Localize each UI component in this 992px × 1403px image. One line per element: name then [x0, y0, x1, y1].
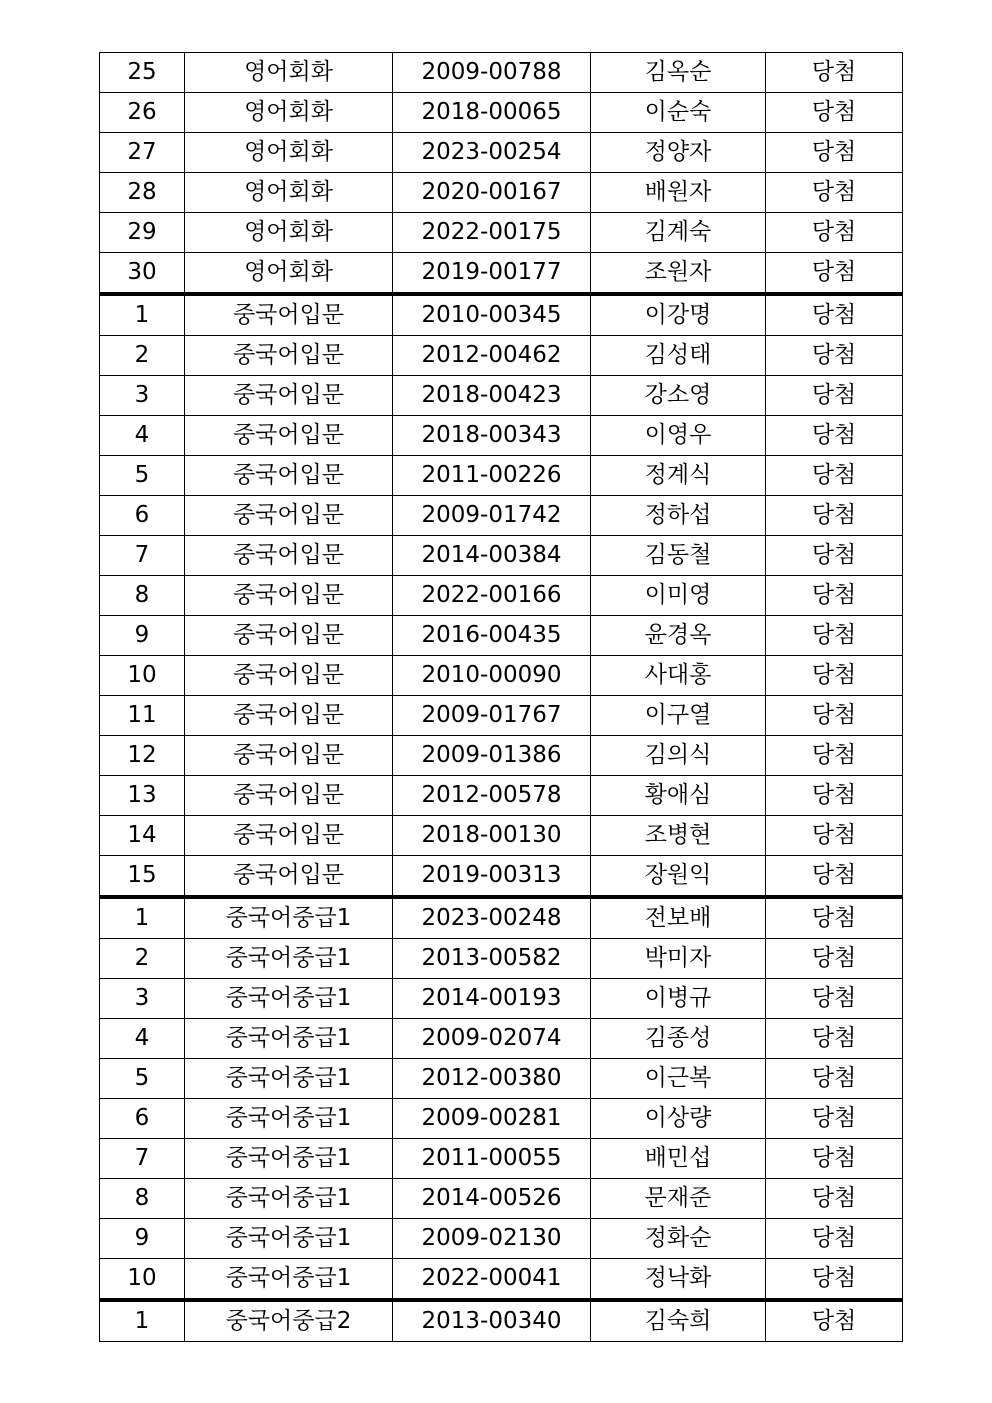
table-row — [100, 213, 903, 253]
applicant-name-cell: 이순숙 — [591, 93, 766, 133]
course-name-cell: 중국어중급1 — [185, 1139, 393, 1179]
course-name-cell: 중국어입문 — [185, 856, 393, 898]
row-number-cell: 29 — [100, 213, 185, 253]
row-number-cell: 14 — [100, 816, 185, 856]
result-status-cell: 당첨 — [766, 856, 903, 898]
table-row — [100, 856, 903, 898]
result-status-cell: 당첨 — [766, 776, 903, 816]
course-name-cell: 중국어입문 — [185, 656, 393, 696]
applicant-name-cell: 이영우 — [591, 416, 766, 456]
row-number-cell: 4 — [100, 416, 185, 456]
table-row — [100, 979, 903, 1019]
row-number-cell: 26 — [100, 93, 185, 133]
applicant-name-cell: 조원자 — [591, 253, 766, 295]
row-number-cell: 1 — [100, 1300, 185, 1342]
course-name-cell: 중국어중급1 — [185, 1259, 393, 1301]
result-status-cell: 당첨 — [766, 53, 903, 93]
course-name-cell: 중국어입문 — [185, 416, 393, 456]
row-number-cell: 1 — [100, 897, 185, 939]
result-status-cell: 당첨 — [766, 816, 903, 856]
table-row — [100, 93, 903, 133]
row-number-cell: 8 — [100, 1179, 185, 1219]
applicant-name-cell: 김옥순 — [591, 53, 766, 93]
applicant-name-cell: 이근복 — [591, 1059, 766, 1099]
row-number-cell: 12 — [100, 736, 185, 776]
result-status-cell: 당첨 — [766, 1019, 903, 1059]
row-number-cell: 6 — [100, 1099, 185, 1139]
result-status-cell: 당첨 — [766, 1059, 903, 1099]
row-number-cell: 6 — [100, 496, 185, 536]
applicant-name-cell: 김의식 — [591, 736, 766, 776]
table-row — [100, 696, 903, 736]
member-id-cell: 2009-01742 — [393, 496, 591, 536]
course-name-cell: 중국어입문 — [185, 616, 393, 656]
result-status-cell: 당첨 — [766, 1300, 903, 1342]
row-number-cell: 7 — [100, 536, 185, 576]
result-status-cell: 당첨 — [766, 1139, 903, 1179]
member-id-cell: 2014-00193 — [393, 979, 591, 1019]
course-name-cell: 중국어중급2 — [185, 1300, 393, 1342]
row-number-cell: 27 — [100, 133, 185, 173]
course-name-cell: 중국어중급1 — [185, 1059, 393, 1099]
course-name-cell: 중국어입문 — [185, 294, 393, 336]
member-id-cell: 2014-00526 — [393, 1179, 591, 1219]
course-name-cell: 영어회화 — [185, 253, 393, 295]
row-number-cell: 11 — [100, 696, 185, 736]
course-name-cell: 중국어입문 — [185, 336, 393, 376]
applicant-name-cell: 전보배 — [591, 897, 766, 939]
table-row — [100, 616, 903, 656]
table-row — [100, 336, 903, 376]
applicant-name-cell: 배원자 — [591, 173, 766, 213]
member-id-cell: 2013-00582 — [393, 939, 591, 979]
row-number-cell: 13 — [100, 776, 185, 816]
result-status-cell: 당첨 — [766, 376, 903, 416]
result-status-cell: 당첨 — [766, 456, 903, 496]
result-status-cell: 당첨 — [766, 979, 903, 1019]
table-row — [100, 173, 903, 213]
applicant-name-cell: 김종성 — [591, 1019, 766, 1059]
row-number-cell: 30 — [100, 253, 185, 295]
result-status-cell: 당첨 — [766, 1259, 903, 1301]
row-number-cell: 8 — [100, 576, 185, 616]
result-status-cell: 당첨 — [766, 696, 903, 736]
table-row — [100, 897, 903, 939]
course-name-cell: 중국어입문 — [185, 496, 393, 536]
result-status-cell: 당첨 — [766, 93, 903, 133]
table-row — [100, 939, 903, 979]
table-row — [100, 736, 903, 776]
applicant-name-cell: 배민섭 — [591, 1139, 766, 1179]
table-row — [100, 1139, 903, 1179]
table-row — [100, 1259, 903, 1301]
row-number-cell: 1 — [100, 294, 185, 336]
table-row — [100, 1099, 903, 1139]
member-id-cell: 2022-00175 — [393, 213, 591, 253]
table-row — [100, 1019, 903, 1059]
result-status-cell: 당첨 — [766, 496, 903, 536]
member-id-cell: 2009-02074 — [393, 1019, 591, 1059]
result-table-body — [100, 53, 903, 1342]
applicant-name-cell: 정낙화 — [591, 1259, 766, 1301]
applicant-name-cell: 장원익 — [591, 856, 766, 898]
result-status-cell: 당첨 — [766, 536, 903, 576]
member-id-cell: 2018-00065 — [393, 93, 591, 133]
row-number-cell: 10 — [100, 656, 185, 696]
course-name-cell: 중국어입문 — [185, 576, 393, 616]
member-id-cell: 2011-00055 — [393, 1139, 591, 1179]
course-name-cell: 영어회화 — [185, 213, 393, 253]
course-name-cell: 중국어입문 — [185, 456, 393, 496]
member-id-cell: 2009-02130 — [393, 1219, 591, 1259]
course-name-cell: 중국어중급1 — [185, 1019, 393, 1059]
table-row — [100, 656, 903, 696]
table-row — [100, 416, 903, 456]
member-id-cell: 2020-00167 — [393, 173, 591, 213]
member-id-cell: 2011-00226 — [393, 456, 591, 496]
member-id-cell: 2009-01386 — [393, 736, 591, 776]
course-name-cell: 영어회화 — [185, 53, 393, 93]
member-id-cell: 2018-00423 — [393, 376, 591, 416]
course-name-cell: 영어회화 — [185, 173, 393, 213]
applicant-name-cell: 정계식 — [591, 456, 766, 496]
applicant-name-cell: 정양자 — [591, 133, 766, 173]
course-name-cell: 영어회화 — [185, 133, 393, 173]
result-status-cell: 당첨 — [766, 576, 903, 616]
member-id-cell: 2010-00090 — [393, 656, 591, 696]
member-id-cell: 2010-00345 — [393, 294, 591, 336]
applicant-name-cell: 정화순 — [591, 1219, 766, 1259]
row-number-cell: 3 — [100, 376, 185, 416]
applicant-name-cell: 조병현 — [591, 816, 766, 856]
member-id-cell: 2016-00435 — [393, 616, 591, 656]
row-number-cell: 15 — [100, 856, 185, 898]
result-status-cell: 당첨 — [766, 1099, 903, 1139]
member-id-cell: 2018-00343 — [393, 416, 591, 456]
row-number-cell: 28 — [100, 173, 185, 213]
row-number-cell: 10 — [100, 1259, 185, 1301]
course-name-cell: 중국어중급1 — [185, 1219, 393, 1259]
member-id-cell: 2023-00254 — [393, 133, 591, 173]
table-row — [100, 1179, 903, 1219]
row-number-cell: 9 — [100, 1219, 185, 1259]
member-id-cell: 2009-00281 — [393, 1099, 591, 1139]
row-number-cell: 4 — [100, 1019, 185, 1059]
applicant-name-cell: 문재준 — [591, 1179, 766, 1219]
course-name-cell: 중국어중급1 — [185, 1179, 393, 1219]
result-status-cell: 당첨 — [766, 336, 903, 376]
result-status-cell: 당첨 — [766, 1219, 903, 1259]
applicant-name-cell: 이상량 — [591, 1099, 766, 1139]
applicant-name-cell: 강소영 — [591, 376, 766, 416]
applicant-name-cell: 김동철 — [591, 536, 766, 576]
row-number-cell: 2 — [100, 939, 185, 979]
result-status-cell: 당첨 — [766, 616, 903, 656]
applicant-name-cell: 박미자 — [591, 939, 766, 979]
member-id-cell: 2022-00041 — [393, 1259, 591, 1301]
result-status-cell: 당첨 — [766, 656, 903, 696]
table-row — [100, 576, 903, 616]
row-number-cell: 2 — [100, 336, 185, 376]
member-id-cell: 2009-00788 — [393, 53, 591, 93]
course-name-cell: 중국어중급1 — [185, 897, 393, 939]
applicant-name-cell: 정하섭 — [591, 496, 766, 536]
result-status-cell: 당첨 — [766, 939, 903, 979]
table-row — [100, 294, 903, 336]
member-id-cell: 2023-00248 — [393, 897, 591, 939]
applicant-name-cell: 이미영 — [591, 576, 766, 616]
table-row — [100, 376, 903, 416]
member-id-cell: 2012-00578 — [393, 776, 591, 816]
course-name-cell: 중국어중급1 — [185, 939, 393, 979]
course-name-cell: 중국어입문 — [185, 736, 393, 776]
applicant-name-cell: 김계숙 — [591, 213, 766, 253]
course-name-cell: 중국어중급1 — [185, 979, 393, 1019]
row-number-cell: 7 — [100, 1139, 185, 1179]
table-row — [100, 253, 903, 295]
table-row — [100, 816, 903, 856]
table-row — [100, 496, 903, 536]
course-name-cell: 중국어중급1 — [185, 1099, 393, 1139]
member-id-cell: 2012-00380 — [393, 1059, 591, 1099]
course-name-cell: 중국어입문 — [185, 696, 393, 736]
table-row — [100, 536, 903, 576]
table-row — [100, 1300, 903, 1342]
member-id-cell: 2022-00166 — [393, 576, 591, 616]
applicant-name-cell: 이구열 — [591, 696, 766, 736]
result-status-cell: 당첨 — [766, 213, 903, 253]
table-row — [100, 53, 903, 93]
member-id-cell: 2012-00462 — [393, 336, 591, 376]
applicant-name-cell: 황애심 — [591, 776, 766, 816]
result-status-cell: 당첨 — [766, 416, 903, 456]
course-name-cell: 중국어입문 — [185, 536, 393, 576]
result-status-cell: 당첨 — [766, 173, 903, 213]
applicant-name-cell: 사대홍 — [591, 656, 766, 696]
row-number-cell: 25 — [100, 53, 185, 93]
table-row — [100, 776, 903, 816]
table-row — [100, 133, 903, 173]
row-number-cell: 5 — [100, 1059, 185, 1099]
lottery-result-table — [99, 52, 903, 1342]
result-status-cell: 당첨 — [766, 294, 903, 336]
result-status-cell: 당첨 — [766, 736, 903, 776]
course-name-cell: 중국어입문 — [185, 776, 393, 816]
member-id-cell: 2019-00313 — [393, 856, 591, 898]
course-name-cell: 중국어입문 — [185, 816, 393, 856]
table-row — [100, 456, 903, 496]
row-number-cell: 3 — [100, 979, 185, 1019]
table-row — [100, 1219, 903, 1259]
applicant-name-cell: 윤경옥 — [591, 616, 766, 656]
result-status-cell: 당첨 — [766, 1179, 903, 1219]
member-id-cell: 2019-00177 — [393, 253, 591, 295]
result-status-cell: 당첨 — [766, 133, 903, 173]
course-name-cell: 중국어입문 — [185, 376, 393, 416]
member-id-cell: 2009-01767 — [393, 696, 591, 736]
course-name-cell: 영어회화 — [185, 93, 393, 133]
result-status-cell: 당첨 — [766, 897, 903, 939]
row-number-cell: 9 — [100, 616, 185, 656]
member-id-cell: 2014-00384 — [393, 536, 591, 576]
applicant-name-cell: 이병규 — [591, 979, 766, 1019]
row-number-cell: 5 — [100, 456, 185, 496]
applicant-name-cell: 김성태 — [591, 336, 766, 376]
member-id-cell: 2018-00130 — [393, 816, 591, 856]
member-id-cell: 2013-00340 — [393, 1300, 591, 1342]
table-row — [100, 1059, 903, 1099]
applicant-name-cell: 이강명 — [591, 294, 766, 336]
applicant-name-cell: 김숙희 — [591, 1300, 766, 1342]
result-status-cell: 당첨 — [766, 253, 903, 295]
